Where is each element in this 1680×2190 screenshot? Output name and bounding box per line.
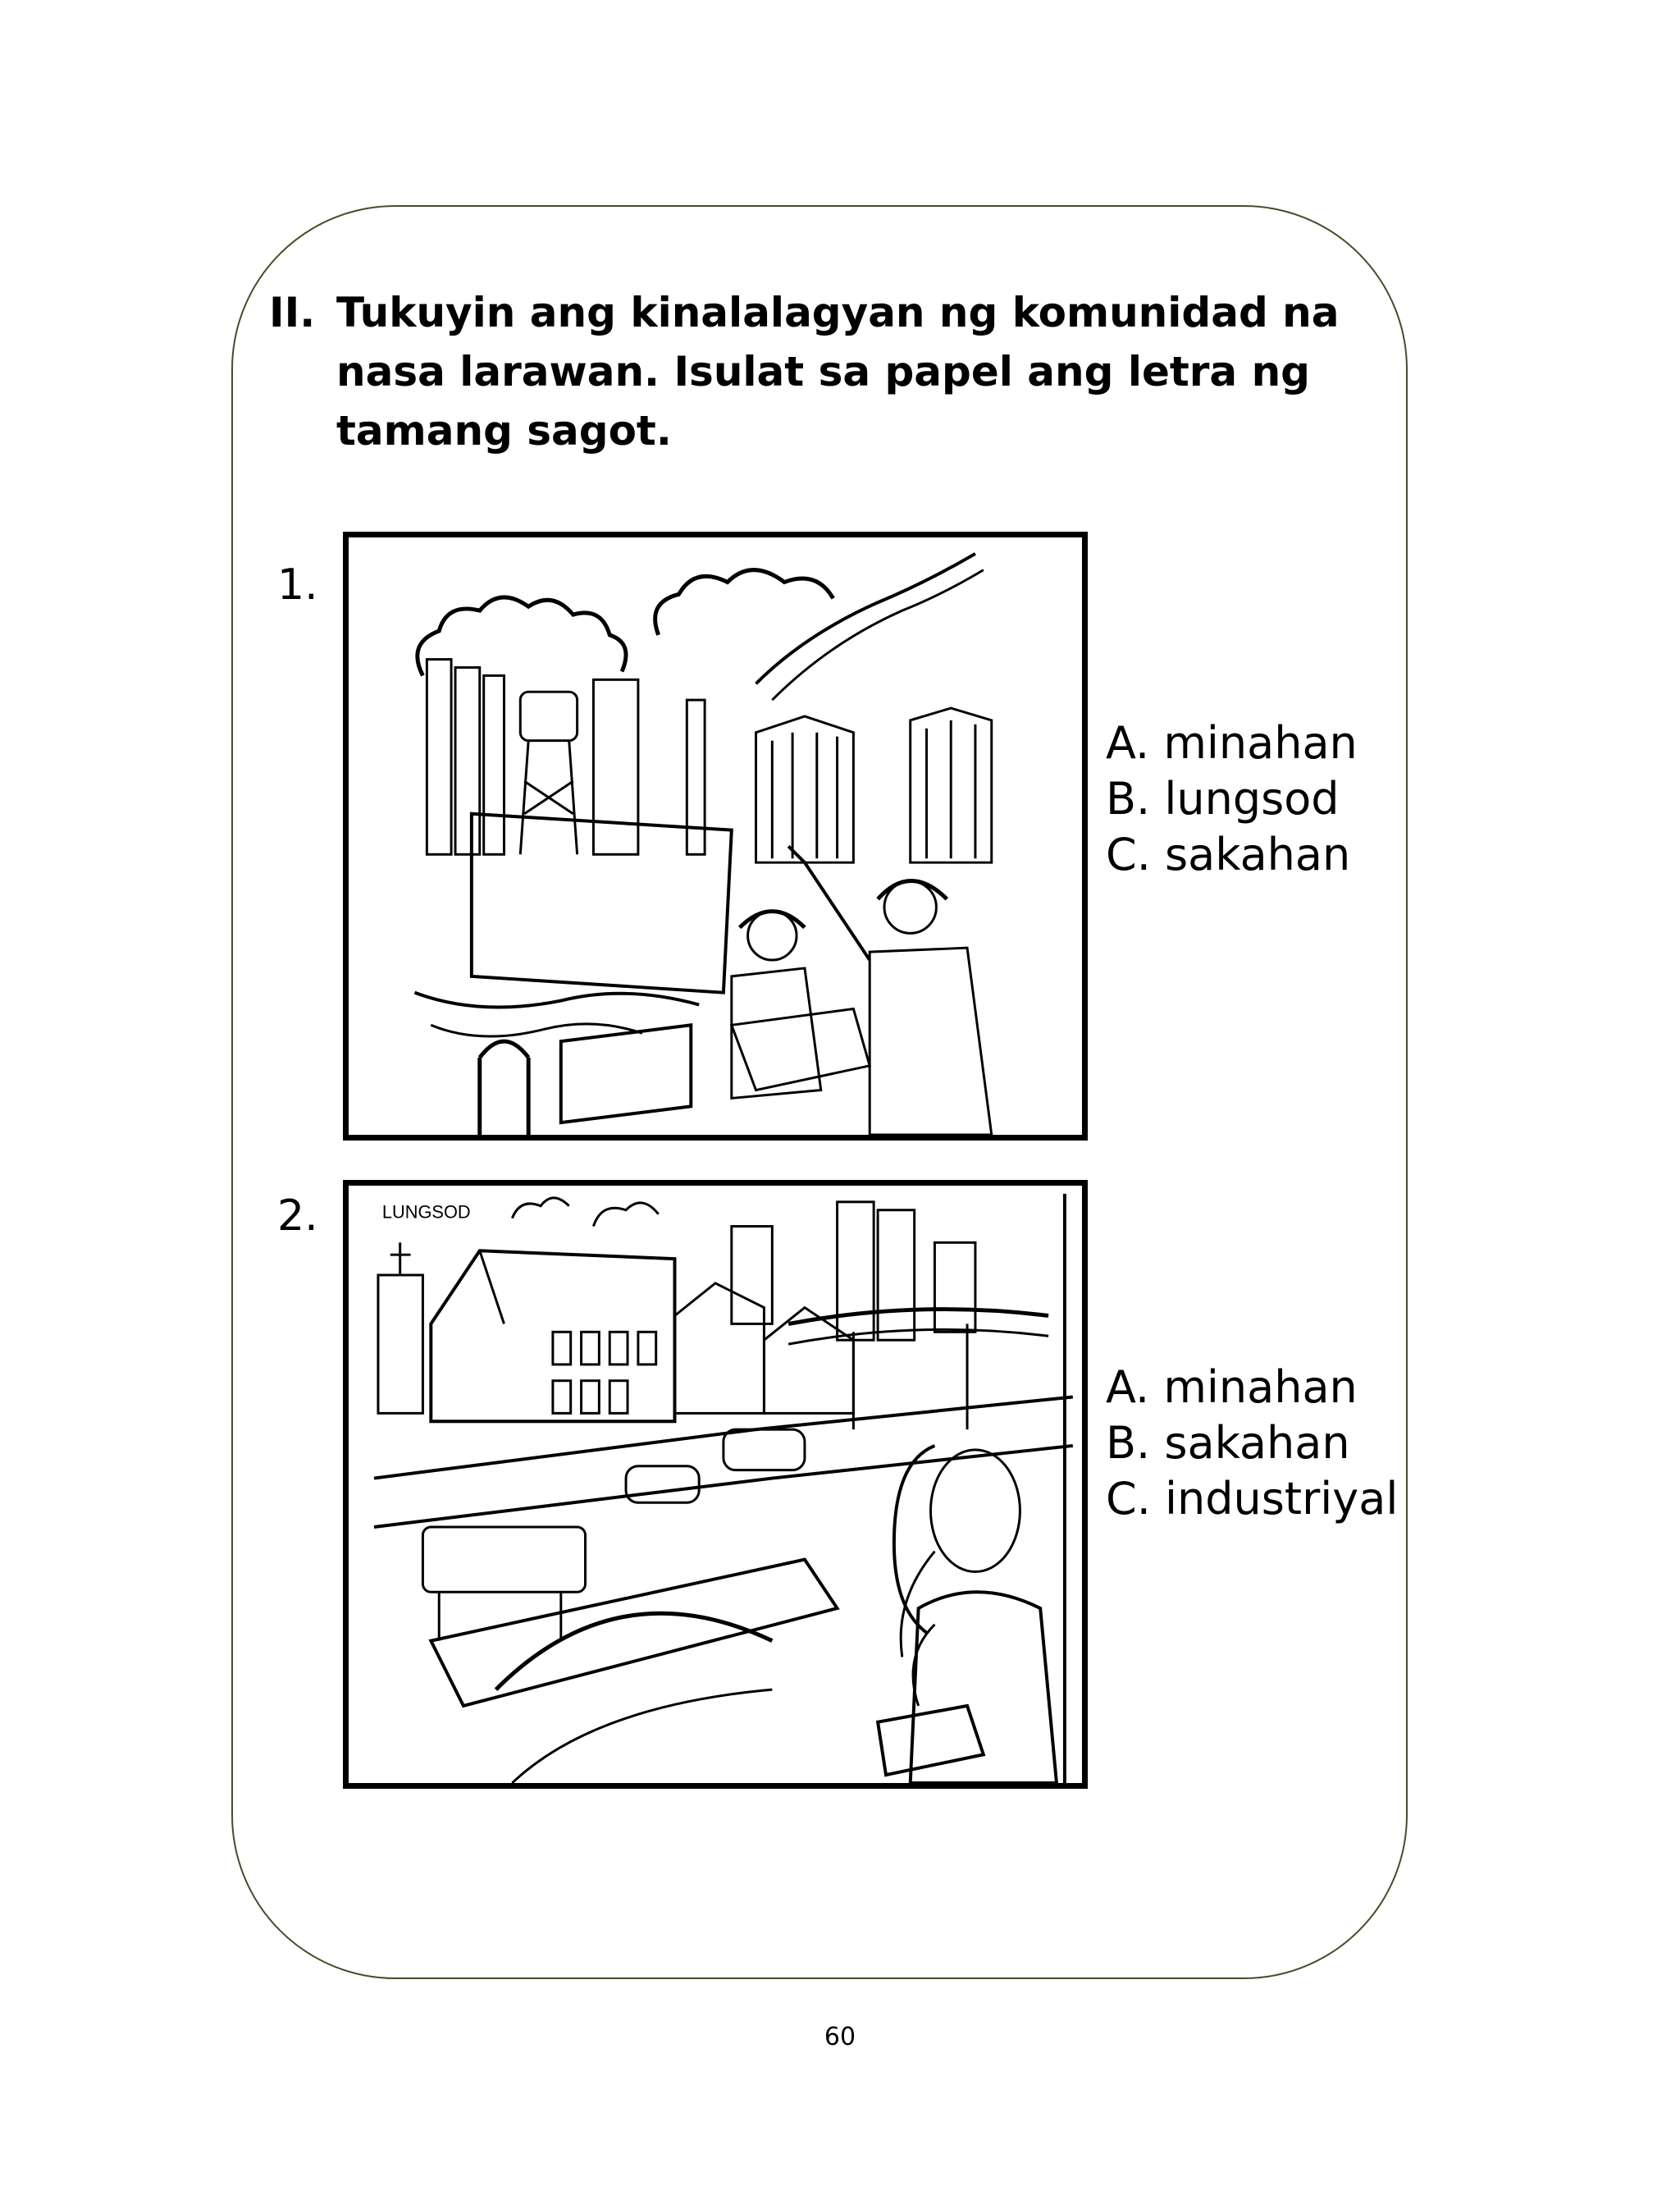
item-2-options [1106,1360,1398,1527]
item-1-option-b[interactable]: B. lungsod [1106,773,1340,825]
item-2-illustration [343,1180,1088,1789]
industrial-city-illustration [349,537,1082,1135]
instruction-number: II. [269,289,316,336]
city-street-illustration [349,1186,1082,1783]
item-2-option-a[interactable]: A. minahan [1106,1361,1358,1413]
item-2-option-c[interactable]: C. industriyal [1106,1473,1399,1525]
page-number: 60 [824,2023,856,2051]
item-2-option-b[interactable]: B. sakahan [1106,1417,1350,1469]
item-1-illustration [343,532,1088,1141]
item-1-option-a[interactable]: A. minahan [1106,717,1358,769]
item-1-options [1106,716,1358,883]
illustration-label: LUNGSOD [381,1201,471,1223]
item-1-option-c[interactable]: C. sakahan [1106,829,1351,880]
instruction-text: Tukuyin ang kinalalagyan ng komunidad na nasa larawan. Isulat sa papel ang letra ng tamang sagot. [336,289,1340,455]
item-1-number: 1. [277,560,318,610]
item-2-number: 2. [277,1191,318,1241]
